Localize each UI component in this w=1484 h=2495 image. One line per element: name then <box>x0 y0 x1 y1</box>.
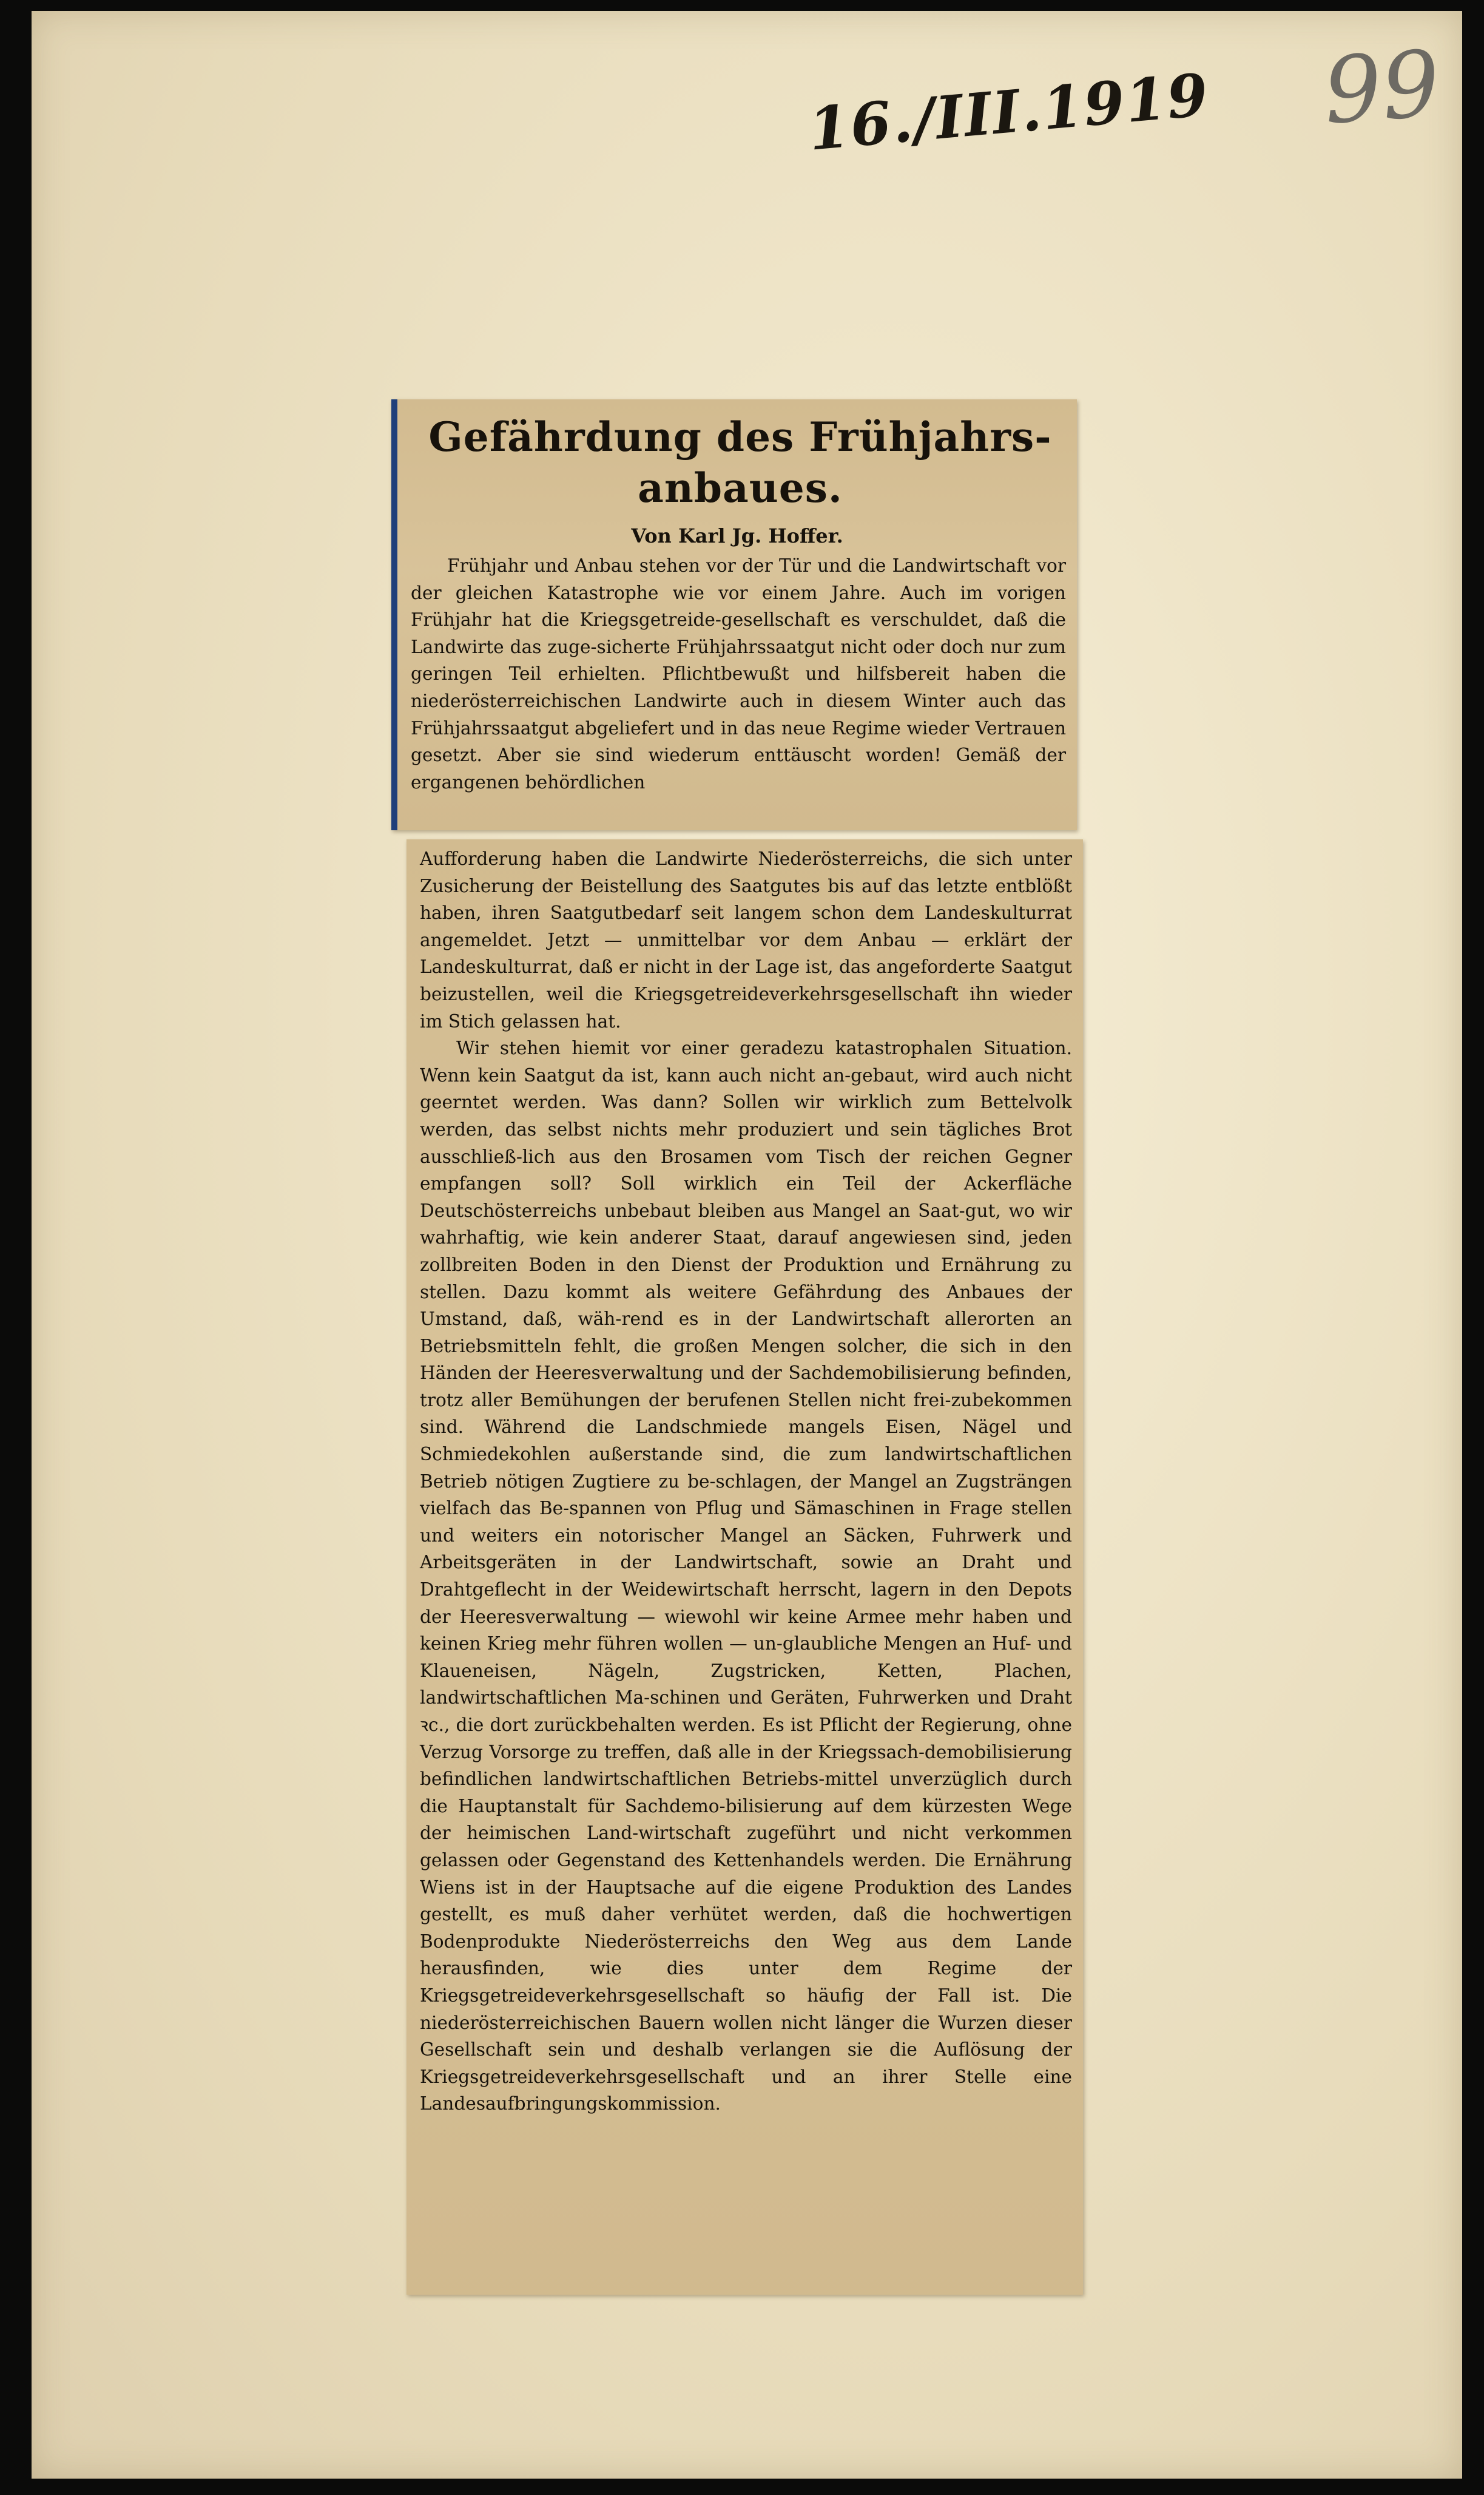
article-paragraph: Aufforderung haben die Landwirte Niederösterreichs, die sich unter Zusicherung der Beistellung des Saatgutes bis auf das letzte entblößt haben, ihren Saatgutbedarf seit langem schon dem Landeskulturrat angemeldet. Jetzt — unmittelbar vor dem Anbau — erklärt der Landeskulturrat, daß er nicht in der Lage ist, das angeforderte Saatgut beizustellen, weil die Kriegsgetreideverkehrsgesellschaft ihn wieder im Stich gelassen hat. <box>420 848 1072 1032</box>
article-byline: Von Karl Jg. Hoffer. <box>631 524 843 547</box>
article-paragraph: Wir stehen hiemit vor einer geradezu katastrophalen Situation. Wenn kein Saatgut da ist, kann auch nicht an-gebaut, wird auch nicht geerntet werden. Was dann? Sollen wir wirklich zum Bettelvolk werden, das selbst nichts mehr produziert und sein tägliches Brot ausschließ-lich aus den Brosamen vom Tisch der reichen Gegner empfangen soll? Soll wirklich ein Teil der Ackerfläche Deutschösterreichs unbebaut bleiben aus Mangel an Saat-gut, wo wir wahrhaftig, wie kein anderer Staat, darauf angewiesen sind, jeden zollbreiten Boden in den Dienst der Produktion und Ernährung zu stellen. Dazu kommt als weitere Gefährdung des Anbaues der Umstand, daß, wäh-rend es in der Landwirtschaft allerorten an Betriebsmitteln fehlt, die großen Mengen solcher, die sich in den Händen der Heeresverwaltung und der Sachdemobilisierung befinden, trotz aller Bemühungen der berufenen Stellen nicht frei-zubekommen sind. Während die Landschmiede mangels Eisen, Nägel und Schmiedekohlen außerstande sind, die zum landwirtschaftlichen Betrieb nötigen Zugtiere zu be-schlagen, der Mangel an Zugsträngen vielfach das Be-spannen von Pflug und Sämaschinen in Frage stellen und weiters ein notorischer Mangel an Säcken, Fuhrwerk und Arbeitsgeräten in der Landwirtschaft, sowie an Draht und Drahtgeflecht in der Weidewirtschaft herrscht, lagern in den Depots der Heeresverwaltung — wiewohl wir keine Armee mehr haben und keinen Krieg mehr führen wollen — un-glaubliche Mengen an Huf- und Klaueneisen, Nägeln, Zugstricken, Ketten, Plachen, landwirtschaftlichen Ma-schinen und Geräten, Fuhrwerken und Draht ꝛc., die dort zurückbehalten werden. Es ist Pflicht der Regierung, ohne Verzug Vorsorge zu treffen, daß alle in der Kriegssach-demobilisierung befindlichen landwirtschaftlichen Betriebs-mittel unverzüglich durch die Hauptanstalt für Sachdemo-bilisierung auf dem kürzesten Wege der heimischen Land-wirtschaft zugeführt und nicht verkommen gelassen oder Gegenstand des Kettenhandels werden. Die Ernährung Wiens ist in der Hauptsache auf die eigene Produktion des Landes gestellt, es muß daher verhütet werden, daß die hochwertigen Bodenprodukte Niederösterreichs den Weg aus dem Lande herausfinden, wie dies unter dem Regime der Kriegsgetreideverkehrsgesellschaft so häufig der Fall ist. Die niederösterreichischen Bauern wollen nicht länger die Wurzen dieser Gesellschaft sein und deshalb verlangen sie die Auflösung der Kriegsgetreideverkehrsgesellschaft und an ihrer Stelle eine Landesaufbringungskommission. <box>420 1038 1072 2114</box>
folio-number: 99 <box>1320 31 1443 145</box>
newspaper-clipping-bottom <box>406 839 1083 2295</box>
article-column-part2 <box>406 839 1083 2118</box>
article-paragraph: Frühjahr und Anbau stehen vor der Tür und die Landwirtschaft vor der gleichen Katastrophe wie vor einem Jahre. Auch im vorigen Frühjahr hat die Kriegsgetreide-gesellschaft es verschuldet, daß die Landwirte das zuge-sicherte Frühjahrssaatgut nicht oder doch nur zum geringen Teil erhielten. Pflichtbewußt und hilfsbereit haben die niederösterreichischen Landwirte auch in diesem Winter auch das Frühjahrssaatgut abgeliefert und in das neue Regime wieder Vertrauen gesetzt. Aber sie sind wiederum enttäuscht worden! Gemäß der ergangenen behördlichen <box>411 555 1066 793</box>
article-column-part1 <box>397 552 1077 796</box>
article-headline: Gefährdung des Frühjahrs-anbaues. <box>428 413 1052 512</box>
newspaper-clipping-top <box>391 399 1077 830</box>
handwritten-date: 16./III.1919 <box>806 60 1212 164</box>
